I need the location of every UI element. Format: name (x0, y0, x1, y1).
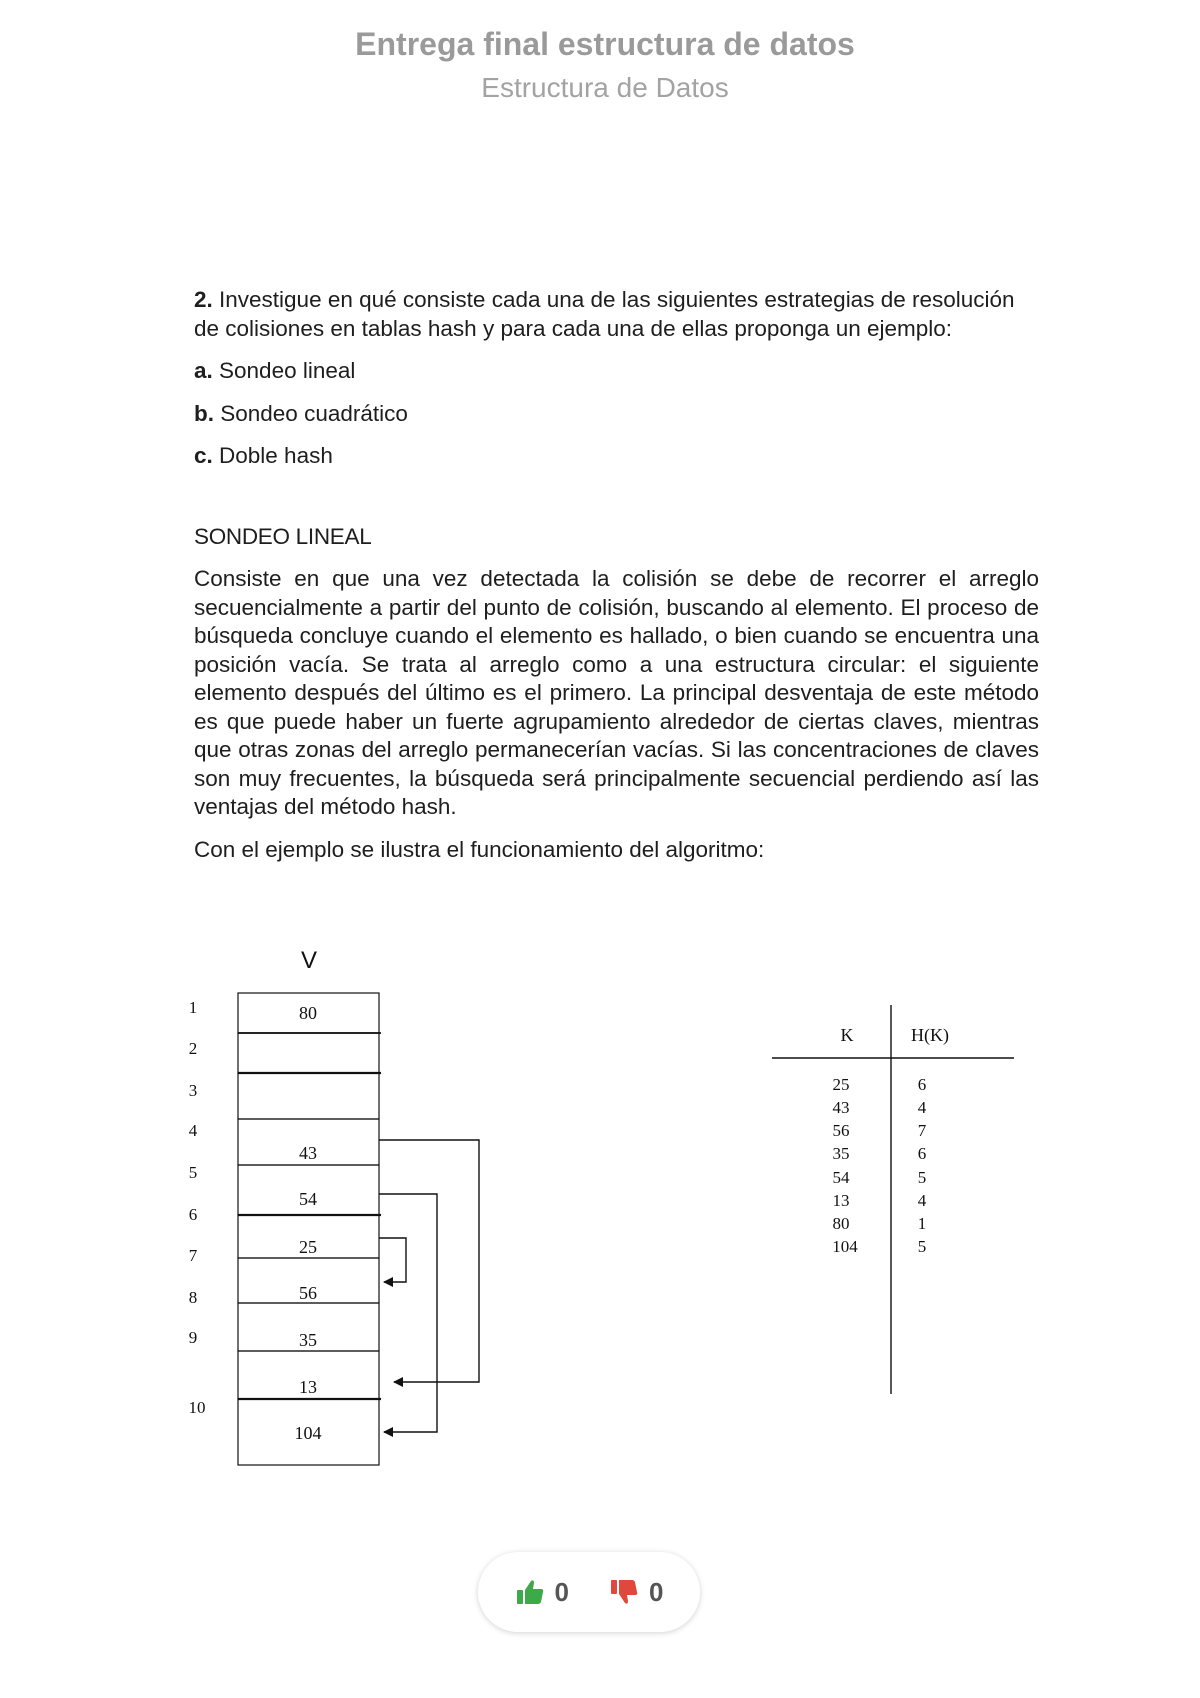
array-index: 1 (188, 998, 198, 1017)
array-value: 25 (299, 1237, 317, 1257)
array-values (295, 1003, 322, 1443)
hash-value: 5 (917, 1237, 927, 1256)
collision-arrow (379, 1238, 406, 1282)
question-number: 2. (194, 287, 213, 312)
option-text: Sondeo lineal (212, 358, 356, 383)
hash-key: 25 (832, 1075, 850, 1094)
thumbs-up-icon (515, 1578, 545, 1606)
hash-value: 5 (917, 1168, 927, 1187)
vote-bar (478, 1552, 700, 1632)
upvote-button[interactable] (515, 1577, 569, 1608)
hash-key: 35 (832, 1144, 850, 1163)
section-heading: SONDEO LINEAL (194, 523, 372, 549)
array-index: 6 (188, 1205, 198, 1224)
array-index: 7 (188, 1246, 198, 1265)
option-letter: a. (194, 358, 213, 383)
array-value: 80 (299, 1003, 317, 1023)
option-b (194, 400, 1039, 429)
hash-value: 6 (917, 1144, 927, 1163)
hash-value: 7 (917, 1121, 927, 1140)
upvote-count: 0 (554, 1576, 569, 1607)
hash-key: 13 (832, 1191, 850, 1210)
array-value: 43 (299, 1143, 317, 1163)
diagram-canvas (0, 940, 1200, 1500)
question-text: Investigue en qué consiste cada una de las siguientes estrategias de resolución de colisiones en tablas hash y para cada una de ellas proponga un ejemplo: (194, 287, 1015, 341)
array-value: 56 (299, 1283, 317, 1303)
thumbs-down-icon (609, 1578, 639, 1606)
document-body (194, 286, 1039, 864)
option-letter: b. (194, 400, 214, 426)
document-header (0, 22, 1200, 108)
linear-probing-diagram (0, 940, 1200, 1500)
array-index: 4 (188, 1121, 198, 1140)
array-value: 13 (299, 1377, 317, 1397)
example-intro: Con el ejemplo se ilustra el funcionamiento del algoritmo: (194, 836, 765, 862)
downvote-button[interactable] (609, 1577, 663, 1608)
collision-arrow (379, 1140, 479, 1382)
document-title: Entrega final estructura de datos (355, 26, 855, 62)
array-value: 104 (294, 1423, 322, 1443)
array-index: 2 (188, 1039, 198, 1058)
hash-table (772, 1005, 1014, 1394)
hash-key: 43 (832, 1098, 850, 1117)
collision-arrows (379, 1140, 479, 1432)
array-index: 5 (188, 1163, 198, 1182)
hash-key: 54 (832, 1168, 850, 1187)
section-paragraph: Consiste en que una vez detectada la colisión se debe de recorrer el arreglo secuencialmente a partir del punto de colisión, buscando al elemento. El proceso de búsqueda concluye cuando el elemento es hallado, o bien cuando se encuentra una posición vacía. Se trata al arreglo como a una estructura circular: el siguiente elemento después del último es el primero. La principal desventaja de este método es que puede haber un fuerte agrupamiento alrededor de ciertas claves, mientras que otras zonas del arreglo permanecerían vacías. Si las concentraciones de claves son muy frecuentes, la búsqueda será principalmente secuencial perdiendo así las ventajas del método hash. (194, 566, 1039, 819)
array-index: 9 (188, 1328, 198, 1347)
array-indices (189, 998, 206, 1417)
option-a (194, 357, 1039, 386)
hash-value: 4 (917, 1191, 927, 1210)
option-c (194, 442, 1039, 471)
array-index: 3 (188, 1081, 198, 1100)
array-index: 8 (188, 1288, 198, 1307)
hash-key: 56 (832, 1121, 850, 1140)
hash-value: 1 (917, 1214, 927, 1233)
hash-value: 6 (917, 1075, 927, 1094)
option-text: Sondeo cuadrático (214, 400, 408, 426)
hash-value: 4 (917, 1098, 927, 1117)
array-cell (238, 1033, 379, 1073)
collision-arrow (379, 1194, 437, 1432)
document-subtitle: Estructura de Datos (481, 72, 729, 103)
hash-key: 80 (832, 1214, 850, 1233)
option-letter: c. (194, 443, 213, 468)
question-2 (194, 286, 1039, 343)
downvote-count: 0 (649, 1576, 664, 1607)
array-value: 35 (299, 1330, 317, 1350)
array-value: 54 (299, 1189, 317, 1209)
array-label: V (300, 947, 318, 974)
option-text: Doble hash (212, 443, 333, 468)
array-cell (238, 1073, 379, 1119)
hash-key: 104 (832, 1237, 858, 1256)
hash-table-header: H(K) (911, 1025, 949, 1045)
hash-table-header: K (840, 1025, 854, 1045)
array-index: 10 (188, 1398, 206, 1417)
